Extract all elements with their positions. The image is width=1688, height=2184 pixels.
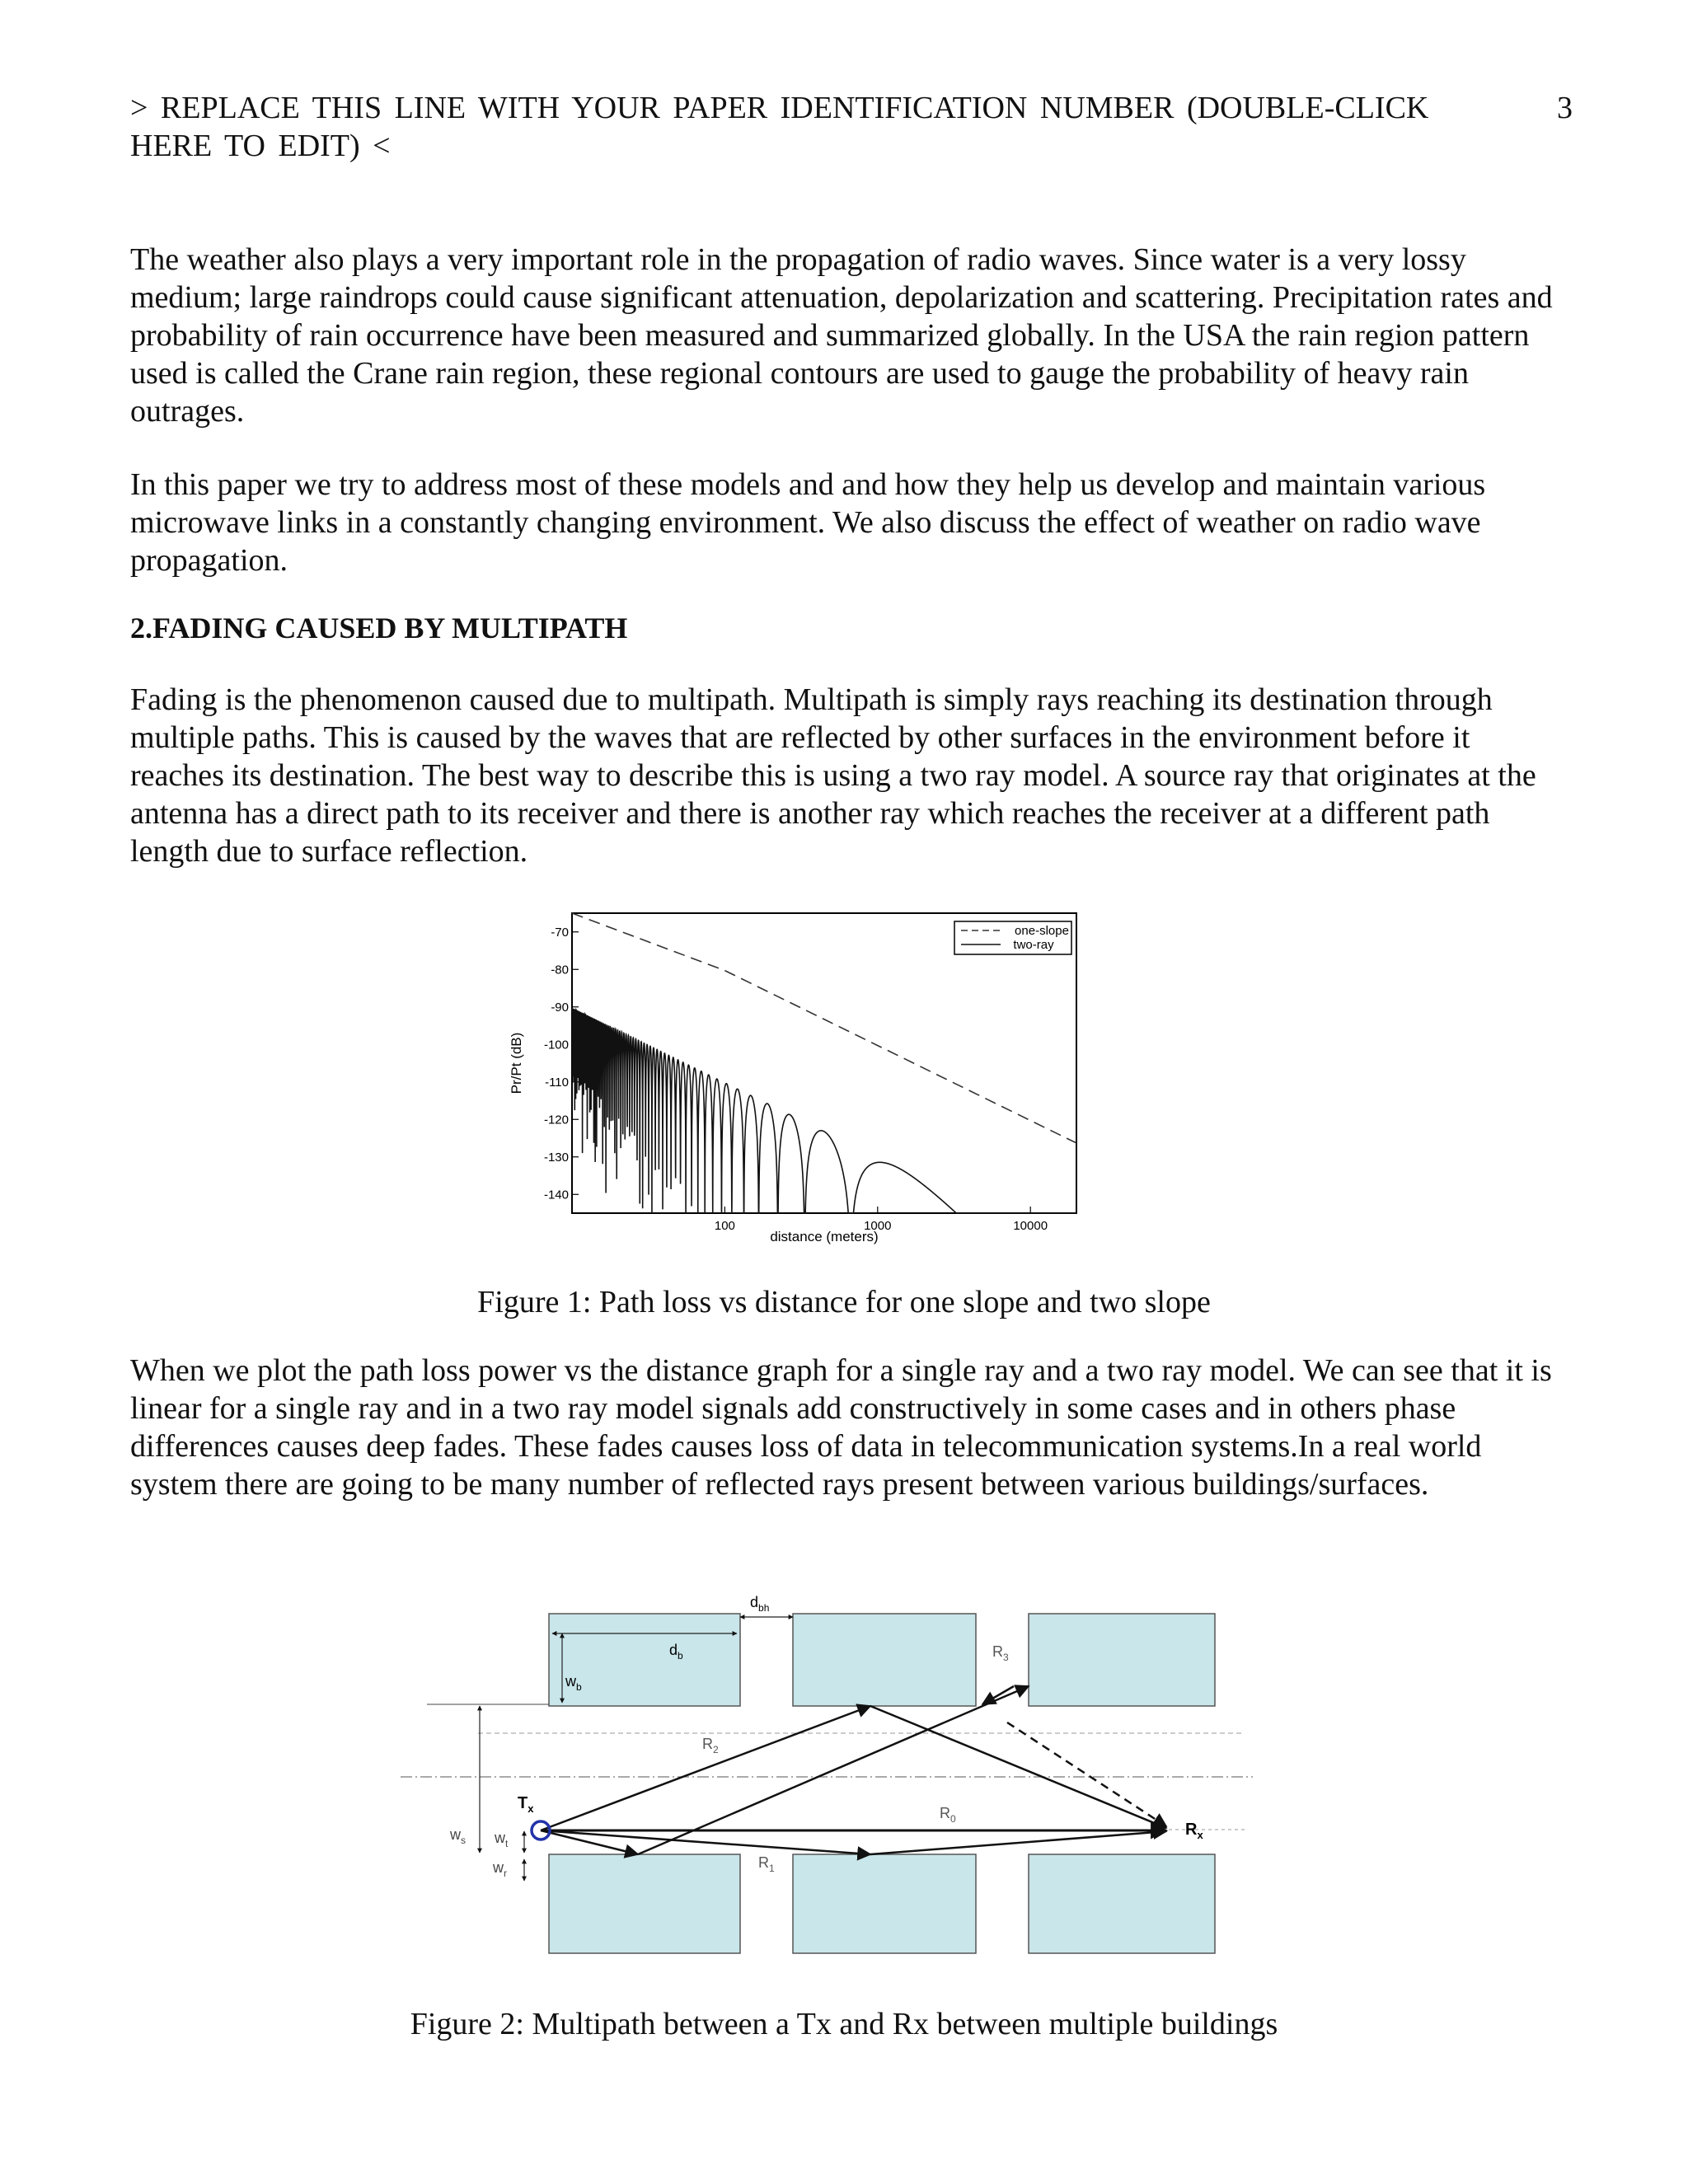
r2-label: $R_2$ (702, 1736, 719, 1755)
db-label: $d_b$ (669, 1642, 683, 1661)
x-tick-label: 10000 (1013, 1219, 1048, 1233)
figure2-caption: Figure 2: Multipath between a Tx and Rx between multiple buildings (410, 2007, 1278, 2041)
ws-label: $w_s$ (450, 1826, 466, 1846)
building-bottom-left (549, 1854, 740, 1953)
y-tick-label: -90 (551, 1000, 569, 1015)
y-tick-label: -110 (545, 1075, 569, 1090)
two-ray-line (572, 1008, 1076, 1213)
paragraph-plot: When we plot the path loss power vs the distance graph for a single ray and a two ray model. We can see that it is linear for a single ray and in a two ray model signals add constructively in some cases and in others phase differences causes deep fades. These fades causes loss of data in telecommunication systems.In a real world system there are going to be many number of reflected rays present between various buildings/surfaces. (130, 1353, 1552, 1502)
x-tick-label: 100 (714, 1219, 735, 1233)
section-title: 2.FADING CAUSED BY MULTIPATH (130, 612, 628, 644)
wb-label: $w_b$ (565, 1673, 582, 1693)
tx-label: $T_x$ (518, 1794, 534, 1815)
r0-label: $R_0$ (940, 1805, 956, 1825)
y-tick-label: -70 (551, 925, 569, 940)
y-tick-label: -130 (543, 1150, 569, 1165)
ray-r2-reflect-leg2 (870, 1706, 1166, 1828)
ray-r1-reflect-leg2 (870, 1831, 1166, 1854)
x-axis-label: distance (meters) (770, 1229, 879, 1244)
building-bottom-right (1029, 1854, 1215, 1953)
x-tick-label: 1000 (864, 1219, 892, 1233)
building-top-right (1029, 1614, 1215, 1706)
ray-r3-leg2 (638, 1686, 1029, 1854)
wt-label: $w_t$ (495, 1830, 509, 1849)
header-text: > REPLACE THIS LINE WITH YOUR PAPER IDENTIFICATION NUMBER (DOUBLE-CLICK HERE TO EDIT) < (130, 91, 1429, 163)
ray-r3-dashed (1007, 1722, 1166, 1826)
building-bottom-middle (793, 1854, 976, 1953)
dbh-label: $d_{bh}$ (750, 1594, 770, 1614)
y-tick-label: -140 (543, 1188, 569, 1202)
paragraph-intro: In this paper we try to address most of these models and and how they help us develop and maintain various microwave links in a constantly changing environment. We also discuss the effect of weather on radio wave propagation. (130, 467, 1486, 578)
legend-two-ray: two-ray (1013, 938, 1054, 952)
y-tick-label: -120 (543, 1113, 569, 1127)
chart-legend (954, 921, 1071, 954)
r3-label: $R_3$ (992, 1643, 1009, 1663)
rx-label: $R_x$ (1185, 1821, 1203, 1841)
ray-r2-reflect-leg1 (541, 1706, 870, 1830)
multipath-diagram (387, 1582, 1311, 1961)
page-number: 3 (1557, 91, 1573, 125)
building-top-middle (793, 1614, 976, 1706)
y-tick-label: -100 (543, 1038, 569, 1052)
page-header (130, 89, 1573, 165)
legend-one-slope: one-slope (1015, 924, 1069, 938)
path-loss-chart (503, 907, 1162, 1253)
y-tick-label: -80 (551, 963, 569, 977)
figure1-caption: Figure 1: Path loss vs distance for one slope and two slope (477, 1285, 1211, 1319)
y-axis-label: Pr/Pt (dB) (509, 1032, 524, 1094)
r1-label: $R_1$ (758, 1854, 775, 1874)
wr-label: $w_r$ (493, 1859, 507, 1879)
paragraph-fading: Fading is the phenomenon caused due to multipath. Multipath is simply rays reaching its destination through multiple paths. This is caused by the waves that are reflected by other surfaces in the environment before it reaches its destination. The best way to describe this is using a two ray model. A source ray that originates at the antenna has a direct path to its receiver and there is another ray which reaches the receiver at a different path length due to surface reflection. (130, 682, 1536, 869)
paragraph-weather: The weather also plays a very important role in the propagation of radio waves. Since water is a very lossy medium; large raindrops could cause significant attenuation, depolarization and scattering. Precipitation rates and probability of rain occurrence have been measured and summarized globally. In the USA the rain region pattern used is called the Crane rain region, these regional contours are used to gauge the probability of heavy rain outrages. (130, 242, 1553, 429)
